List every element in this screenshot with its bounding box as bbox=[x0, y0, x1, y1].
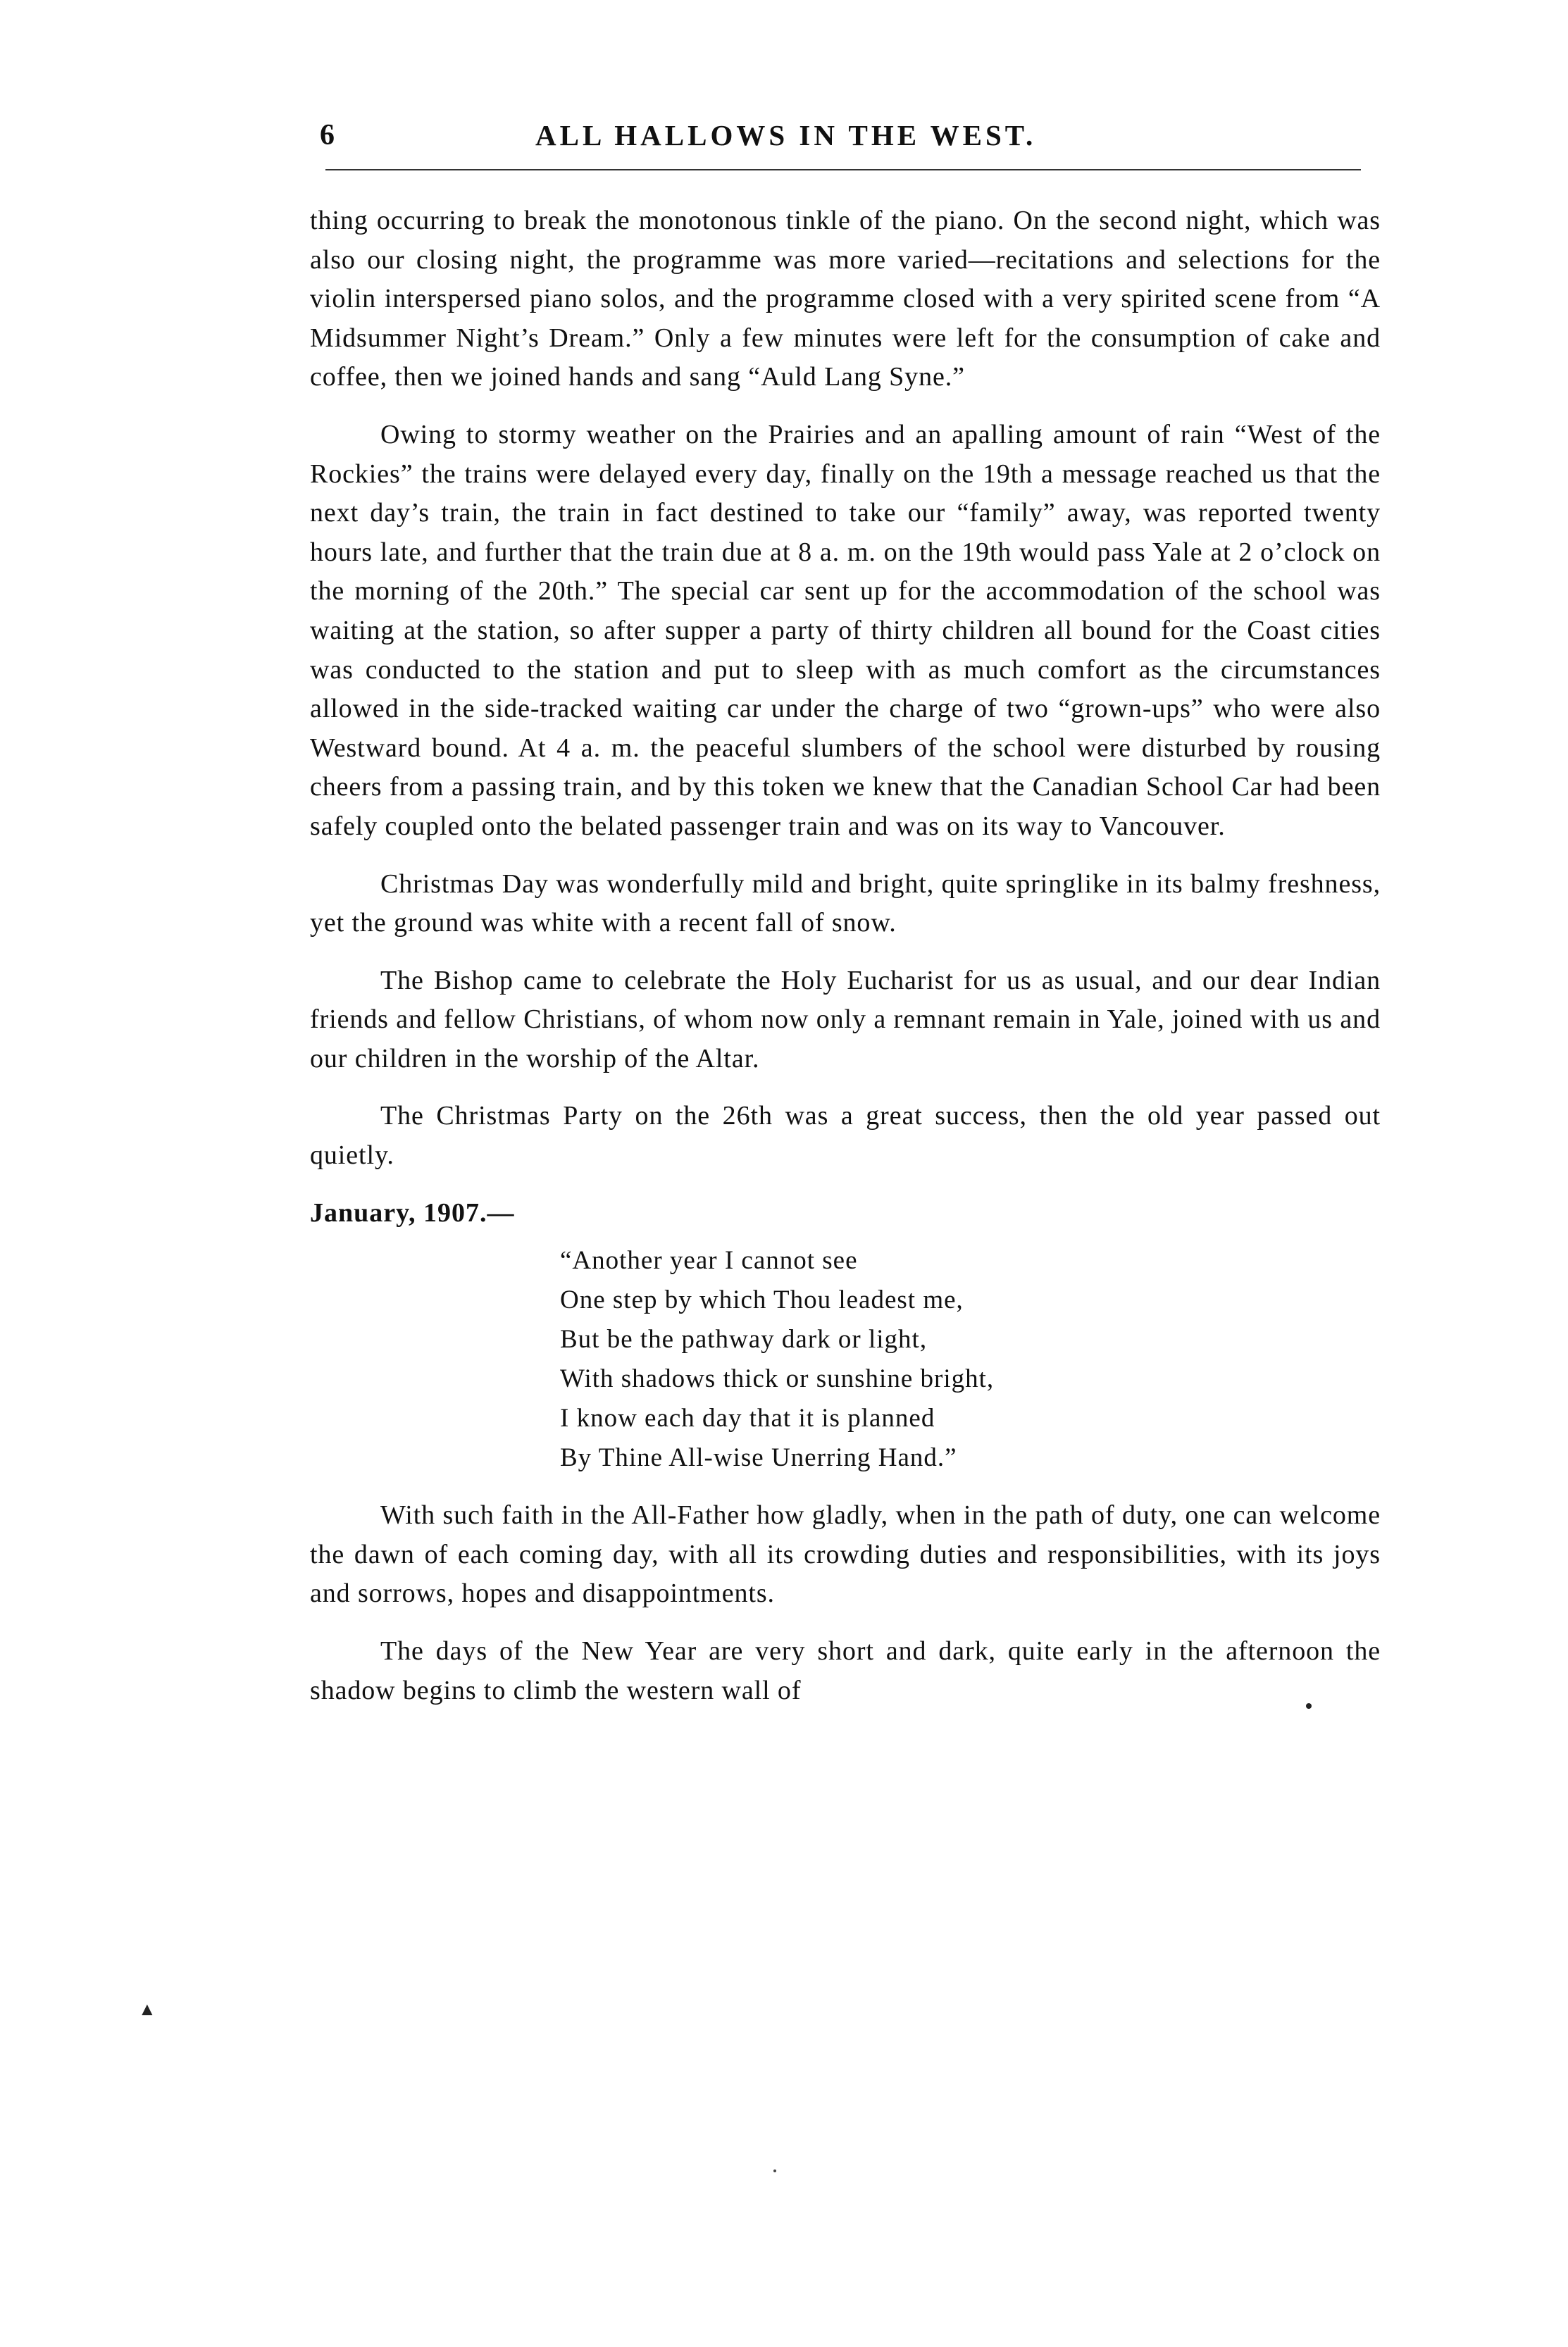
poem-line: But be the pathway dark or light, bbox=[560, 1325, 928, 1355]
paragraph-christmas-party: The Christmas Party on the 26th was a great success, then the old year passed out quietly. bbox=[310, 1101, 1381, 1171]
stray-dot-mark bbox=[1306, 1703, 1312, 1709]
stray-speck-mark bbox=[773, 2169, 776, 2172]
poem-line: One step by which Thou leadest me, bbox=[560, 1285, 964, 1315]
paragraph-continuation: thing occurring to break the monotonous tinkle of the piano. On the second night, which was also our closing night, the programme was more varied—recitations and selections for the violin interspersed piano solos, and the programme closed with a very spirited scene from “A Midsummer Night’s Dream.” Only a few minutes were left for the consumption of cake and coffee, then we joined hands and sang “Auld Lang Syne.” bbox=[310, 206, 1381, 392]
poem bbox=[560, 1241, 1381, 1478]
margin-arrow-mark: ▲ bbox=[138, 1999, 156, 2019]
body-text bbox=[310, 201, 1381, 1729]
page-number: 6 bbox=[320, 119, 335, 151]
header-rule bbox=[325, 169, 1361, 170]
poem-line: “Another year I cannot see bbox=[560, 1246, 858, 1276]
poem-line: By Thine All-wise Unerring Hand.” bbox=[560, 1443, 957, 1473]
paragraph-new-year: The days of the New Year are very short and dark, quite early in the afternoon the shadow begins to climb the western wall of bbox=[310, 1636, 1381, 1705]
page-header bbox=[310, 118, 1367, 161]
paragraph-christmas-day: Christmas Day was wonderfully mild and bright, quite springlike in its balmy freshness, yet the ground was white with a recent fall of snow. bbox=[310, 869, 1381, 938]
running-title: ALL HALLOWS IN THE WEST. bbox=[535, 119, 1037, 151]
paragraph-faith: With such faith in the All-Father how gladly, when in the path of duty, one can welcome the dawn of each coming day, with all its crowding duties and responsibilities, with its joys and sorrows, hopes and disappointments. bbox=[310, 1500, 1381, 1609]
poem-line: I know each day that it is planned bbox=[560, 1404, 935, 1433]
date-heading: January, 1907.— bbox=[310, 1197, 515, 1228]
poem-line: With shadows thick or sunshine bright, bbox=[560, 1364, 995, 1394]
paragraph-trains: Owing to stormy weather on the Prairies and an apalling amount of rain “West of the Rockies” the trains were delayed every day, finally on the 19th a message reached us that the next day’s train, the train in fact destined to take our “family” away, was reported twenty hours late, and further that the train due at 8 a. m. on the 19th would pass Yale at 2 o’clock on the morning of the 20th.” The special car sent up for the accommodation of the school was waiting at the station, so after supper a party of thirty children all bound for the Coast cities was conducted to the station and put to sleep with as much comfort as the circumstances allowed in the side-tracked waiting car under the charge of two “grown-ups” who were also Westward bound. At 4 a. m. the peaceful slumbers of the school were disturbed by rousing cheers from a passing train, and by this token we knew that the Canadian School Car had been safely coupled onto the belated passenger train and was on its way to Vancouver. bbox=[310, 419, 1381, 841]
paragraph-bishop: The Bishop came to celebrate the Holy Eucharist for us as usual, and our dear Indian friends and fellow Christians, of whom now only a remnant remain in Yale, joined with us and our children in the worship of the Altar. bbox=[310, 965, 1381, 1073]
